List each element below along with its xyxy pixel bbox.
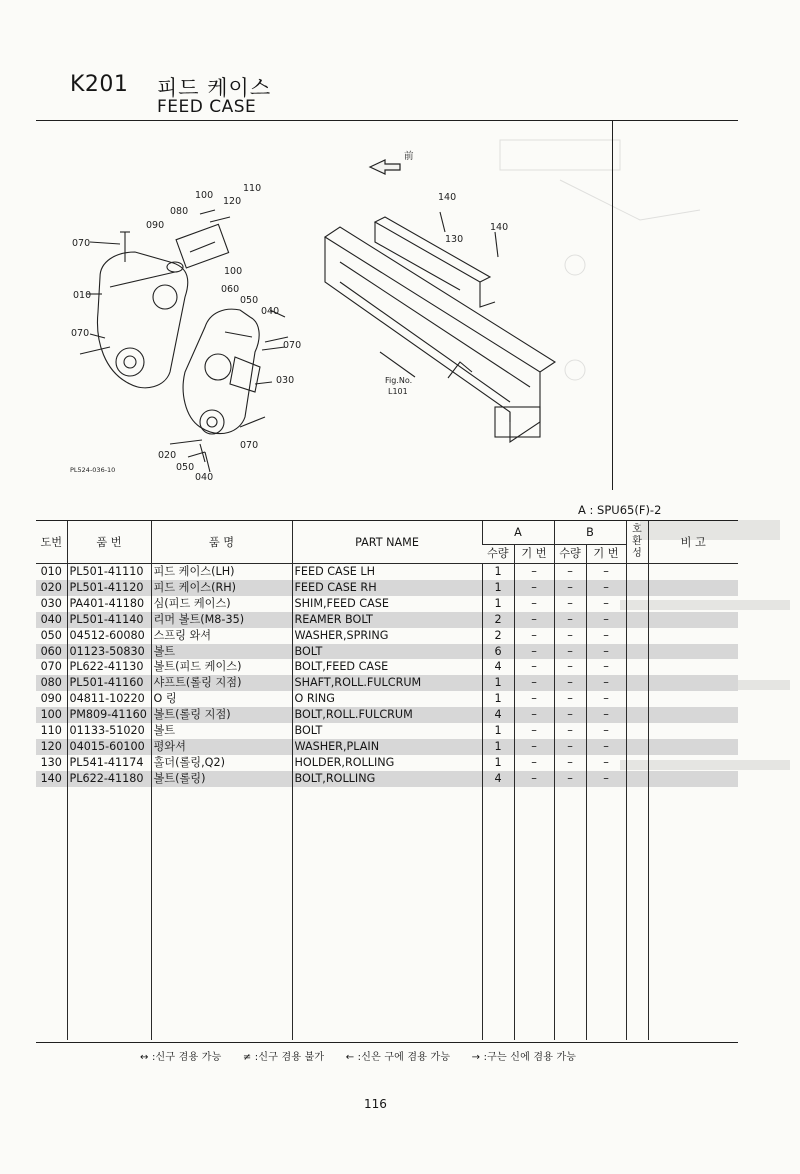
row-a-qty: 1 bbox=[482, 564, 514, 580]
header-group-b: B bbox=[554, 521, 626, 545]
row-remarks bbox=[648, 596, 738, 612]
header-part-number: 품 번 bbox=[67, 521, 151, 564]
legend-item: ← :신은 구에 겸용 가능 bbox=[345, 1052, 451, 1063]
empty-cell bbox=[514, 787, 554, 1040]
row-compat bbox=[626, 644, 648, 660]
row-b-basic: – bbox=[586, 723, 626, 739]
row-b-qty: – bbox=[554, 659, 586, 675]
row-compat bbox=[626, 628, 648, 644]
header-b-qty: 수량 bbox=[554, 545, 586, 564]
row-part-name: REAMER BOLT bbox=[292, 612, 482, 628]
row-b-basic: – bbox=[586, 755, 626, 771]
row-name-korean: O 링 bbox=[151, 691, 292, 707]
fig-ref-number: L101 bbox=[388, 387, 408, 396]
legend-item: ↔ :신구 겸용 가능 bbox=[140, 1052, 222, 1063]
row-a-basic: – bbox=[514, 580, 554, 596]
row-part-number: PL622-41130 bbox=[67, 659, 151, 675]
row-b-basic: – bbox=[586, 739, 626, 755]
callout-label: 060 bbox=[221, 284, 240, 295]
row-name-korean: 볼트 bbox=[151, 723, 292, 739]
row-part-name: WASHER,SPRING bbox=[292, 628, 482, 644]
row-a-qty: 4 bbox=[482, 707, 514, 723]
table-row bbox=[36, 644, 738, 660]
row-part-number: 04811-10220 bbox=[67, 691, 151, 707]
table-filler bbox=[36, 787, 738, 1040]
row-b-basic: – bbox=[586, 691, 626, 707]
table-row bbox=[36, 628, 738, 644]
row-part-name: BOLT,ROLLING bbox=[292, 771, 482, 787]
callout-label: 030 bbox=[276, 375, 295, 386]
row-part-number: PL501-41120 bbox=[67, 580, 151, 596]
header-no: 도번 bbox=[36, 521, 67, 564]
callout-label: 140 bbox=[438, 192, 457, 203]
header-rule bbox=[36, 120, 738, 121]
legend-item: → :구는 신에 겸용 가능 bbox=[471, 1052, 577, 1063]
row-part-number: 01123-50830 bbox=[67, 644, 151, 660]
row-name-korean: 샤프트(롤링 지점) bbox=[151, 675, 292, 691]
row-part-name: WASHER,PLAIN bbox=[292, 739, 482, 755]
row-name-korean: 볼트(피드 케이스) bbox=[151, 659, 292, 675]
row-remarks bbox=[648, 691, 738, 707]
callout-labels bbox=[71, 183, 508, 483]
row-part-name: SHAFT,ROLL.FULCRUM bbox=[292, 675, 482, 691]
row-part-name: BOLT,ROLL.FULCRUM bbox=[292, 707, 482, 723]
row-remarks bbox=[648, 771, 738, 787]
row-name-korean: 평와셔 bbox=[151, 739, 292, 755]
row-a-qty: 1 bbox=[482, 596, 514, 612]
row-b-qty: – bbox=[554, 691, 586, 707]
row-number: 100 bbox=[36, 707, 67, 723]
row-a-qty: 2 bbox=[482, 612, 514, 628]
table-row bbox=[36, 723, 738, 739]
row-compat bbox=[626, 580, 648, 596]
row-number: 070 bbox=[40, 660, 62, 674]
row-name-korean: 피드 케이스(RH) bbox=[151, 580, 292, 596]
row-remarks bbox=[648, 580, 738, 596]
row-remarks bbox=[648, 564, 738, 580]
row-number: 090 bbox=[40, 692, 62, 706]
callout-label: 120 bbox=[223, 196, 242, 207]
row-part-number: PM809-41160 bbox=[67, 707, 151, 723]
row-b-qty: – bbox=[554, 723, 586, 739]
row-number: 080 bbox=[36, 675, 67, 691]
row-b-qty: – bbox=[554, 612, 586, 628]
row-compat bbox=[626, 612, 648, 628]
row-compat bbox=[626, 675, 648, 691]
header-a-basic: 기 번 bbox=[514, 545, 554, 564]
section-title-korean: 피드 케이스 bbox=[157, 76, 272, 100]
row-b-basic: – bbox=[586, 659, 626, 675]
header-part-name: PART NAME bbox=[292, 521, 482, 564]
row-part-number: PL501-41160 bbox=[67, 675, 151, 691]
row-compat bbox=[626, 755, 648, 771]
row-remarks bbox=[648, 723, 738, 739]
row-part-number: PL501-41140 bbox=[67, 612, 151, 628]
callout-label: 010 bbox=[73, 290, 92, 301]
row-part-number: PL541-41174 bbox=[67, 755, 151, 771]
table-row bbox=[36, 739, 738, 755]
row-b-qty: – bbox=[554, 580, 586, 596]
row-a-qty: 1 bbox=[482, 739, 514, 755]
empty-cell bbox=[67, 787, 151, 1040]
row-part-number: 04015-60100 bbox=[67, 739, 151, 755]
row-b-qty: – bbox=[554, 755, 586, 771]
row-b-qty: – bbox=[554, 771, 586, 787]
empty-cell bbox=[554, 787, 586, 1040]
callout-label: 080 bbox=[170, 206, 189, 217]
row-compat bbox=[626, 691, 648, 707]
row-b-qty: – bbox=[554, 628, 586, 644]
row-b-basic: – bbox=[586, 707, 626, 723]
row-part-number: 01133-51020 bbox=[67, 723, 151, 739]
table-row bbox=[36, 707, 738, 723]
row-remarks bbox=[648, 612, 738, 628]
row-compat bbox=[626, 723, 648, 739]
empty-cell bbox=[151, 787, 292, 1040]
row-a-basic: – bbox=[514, 723, 554, 739]
row-part-name: BOLT,FEED CASE bbox=[292, 659, 482, 675]
row-a-basic: – bbox=[514, 628, 554, 644]
empty-cell bbox=[292, 787, 482, 1040]
table-row bbox=[36, 596, 738, 612]
row-b-qty: – bbox=[554, 564, 586, 580]
table-row bbox=[36, 675, 738, 691]
callout-label: 070 bbox=[240, 440, 259, 451]
row-name-korean: 리머 볼트(M8-35) bbox=[151, 612, 292, 628]
row-name-korean: 볼트 bbox=[151, 644, 292, 660]
section-code: K201 bbox=[70, 72, 129, 97]
row-a-basic: – bbox=[514, 771, 554, 787]
row-a-qty: 1 bbox=[482, 755, 514, 771]
table-row bbox=[36, 612, 738, 628]
row-a-qty: 6 bbox=[482, 644, 514, 660]
row-a-qty: 4 bbox=[482, 659, 514, 675]
row-number: 050 bbox=[40, 628, 62, 642]
row-number: 130 bbox=[40, 755, 62, 769]
fig-ref-label: Fig.No. bbox=[385, 376, 413, 385]
legend-item: ≠ :신구 겸용 불가 bbox=[242, 1052, 325, 1063]
callout-label: 020 bbox=[158, 450, 177, 461]
diagram-right-border bbox=[612, 120, 613, 490]
row-a-basic: – bbox=[514, 659, 554, 675]
row-number: 120 bbox=[36, 739, 67, 755]
callout-label: 130 bbox=[445, 234, 464, 245]
row-a-qty: 2 bbox=[482, 628, 514, 644]
row-b-basic: – bbox=[586, 580, 626, 596]
row-number: 040 bbox=[36, 612, 67, 628]
model-spec-note: A : SPU65(F)-2 bbox=[578, 503, 662, 517]
row-a-qty: 1 bbox=[482, 723, 514, 739]
row-remarks bbox=[648, 659, 738, 675]
callout-label: 050 bbox=[176, 462, 195, 473]
row-a-basic: – bbox=[514, 675, 554, 691]
row-remarks bbox=[648, 644, 738, 660]
row-number: 030 bbox=[40, 596, 62, 610]
callout-label: 050 bbox=[240, 295, 259, 306]
row-a-basic: – bbox=[514, 644, 554, 660]
page-number: 116 bbox=[364, 1097, 387, 1111]
row-remarks bbox=[648, 739, 738, 755]
row-number: 020 bbox=[36, 580, 67, 596]
row-b-basic: – bbox=[586, 628, 626, 644]
header-name-korean: 품 명 bbox=[151, 521, 292, 564]
header-remarks: 비 고 bbox=[648, 521, 738, 564]
direction-mark: 前 bbox=[404, 151, 414, 162]
parts-table bbox=[36, 520, 738, 1040]
row-b-qty: – bbox=[554, 739, 586, 755]
row-compat bbox=[626, 564, 648, 580]
drawing-code: PL524-036-10 bbox=[70, 466, 116, 474]
table-bottom-rule bbox=[36, 1042, 738, 1043]
row-number: 110 bbox=[40, 724, 62, 738]
row-part-number: PA401-41180 bbox=[67, 596, 151, 612]
exploded-parts-diagram bbox=[40, 122, 612, 492]
row-b-qty: – bbox=[554, 675, 586, 691]
row-b-basic: – bbox=[586, 596, 626, 612]
row-b-basic: – bbox=[586, 644, 626, 660]
row-b-qty: – bbox=[554, 596, 586, 612]
row-b-basic: – bbox=[586, 612, 626, 628]
row-compat bbox=[626, 659, 648, 675]
callout-label: 070 bbox=[72, 238, 91, 249]
row-remarks bbox=[648, 755, 738, 771]
row-name-korean: 피드 케이스(LH) bbox=[151, 564, 292, 580]
row-name-korean: 볼트(롤링 지점) bbox=[151, 707, 292, 723]
header-compatibility: 호환성 bbox=[626, 521, 648, 564]
callout-label: 100 bbox=[224, 266, 243, 277]
row-part-number: PL622-41180 bbox=[67, 771, 151, 787]
row-a-basic: – bbox=[514, 739, 554, 755]
compatibility-legend bbox=[140, 1048, 594, 1063]
table-row bbox=[36, 580, 738, 596]
row-compat bbox=[626, 707, 648, 723]
table-row bbox=[36, 771, 738, 787]
row-part-name: SHIM,FEED CASE bbox=[292, 596, 482, 612]
callout-label: 040 bbox=[261, 306, 280, 317]
row-part-name: O RING bbox=[292, 691, 482, 707]
empty-cell bbox=[586, 787, 626, 1040]
callout-label: 070 bbox=[71, 328, 90, 339]
row-a-basic: – bbox=[514, 596, 554, 612]
callout-label: 100 bbox=[195, 190, 214, 201]
empty-cell bbox=[36, 787, 67, 1040]
row-name-korean: 홀더(롤링,Q2) bbox=[151, 755, 292, 771]
row-number: 010 bbox=[40, 565, 62, 578]
empty-cell bbox=[482, 787, 514, 1040]
empty-cell bbox=[648, 787, 738, 1040]
row-a-basic: – bbox=[514, 691, 554, 707]
row-name-korean: 볼트(롤링) bbox=[151, 771, 292, 787]
callout-label: 140 bbox=[490, 222, 509, 233]
header-a-qty: 수량 bbox=[482, 545, 514, 564]
row-b-basic: – bbox=[586, 771, 626, 787]
row-a-basic: – bbox=[514, 707, 554, 723]
header-b-basic: 기 번 bbox=[586, 545, 626, 564]
row-remarks bbox=[648, 628, 738, 644]
row-compat bbox=[626, 739, 648, 755]
row-b-basic: – bbox=[586, 564, 626, 580]
row-remarks bbox=[648, 707, 738, 723]
row-a-basic: – bbox=[514, 612, 554, 628]
callout-label: 110 bbox=[243, 183, 262, 194]
row-compat bbox=[626, 771, 648, 787]
row-part-number: 04512-60080 bbox=[67, 628, 151, 644]
table-row bbox=[36, 755, 738, 771]
callout-label: 040 bbox=[195, 472, 214, 483]
row-compat bbox=[626, 596, 648, 612]
row-b-basic: – bbox=[586, 675, 626, 691]
row-a-qty: 1 bbox=[482, 675, 514, 691]
row-part-number: PL501-41110 bbox=[67, 564, 151, 580]
row-part-name: FEED CASE LH bbox=[292, 564, 482, 580]
row-b-qty: – bbox=[554, 707, 586, 723]
row-name-korean: 심(피드 케이스) bbox=[151, 596, 292, 612]
row-a-basic: – bbox=[514, 755, 554, 771]
row-b-qty: – bbox=[554, 644, 586, 660]
row-part-name: BOLT bbox=[292, 644, 482, 660]
empty-cell bbox=[626, 787, 648, 1040]
table-row bbox=[36, 659, 738, 675]
row-number: 140 bbox=[36, 771, 67, 787]
row-part-name: FEED CASE RH bbox=[292, 580, 482, 596]
row-a-qty: 1 bbox=[482, 580, 514, 596]
section-title-english: FEED CASE bbox=[157, 97, 257, 117]
row-number: 060 bbox=[36, 644, 67, 660]
row-a-basic: – bbox=[514, 564, 554, 580]
table-row bbox=[36, 691, 738, 707]
row-name-korean: 스프링 와셔 bbox=[151, 628, 292, 644]
row-a-qty: 4 bbox=[482, 771, 514, 787]
table-row bbox=[36, 564, 738, 580]
callout-label: 070 bbox=[283, 340, 302, 351]
row-part-name: BOLT bbox=[292, 723, 482, 739]
callout-label: 090 bbox=[146, 220, 165, 231]
row-remarks bbox=[648, 675, 738, 691]
header-group-a: A bbox=[482, 521, 554, 545]
row-a-qty: 1 bbox=[482, 691, 514, 707]
row-part-name: HOLDER,ROLLING bbox=[292, 755, 482, 771]
